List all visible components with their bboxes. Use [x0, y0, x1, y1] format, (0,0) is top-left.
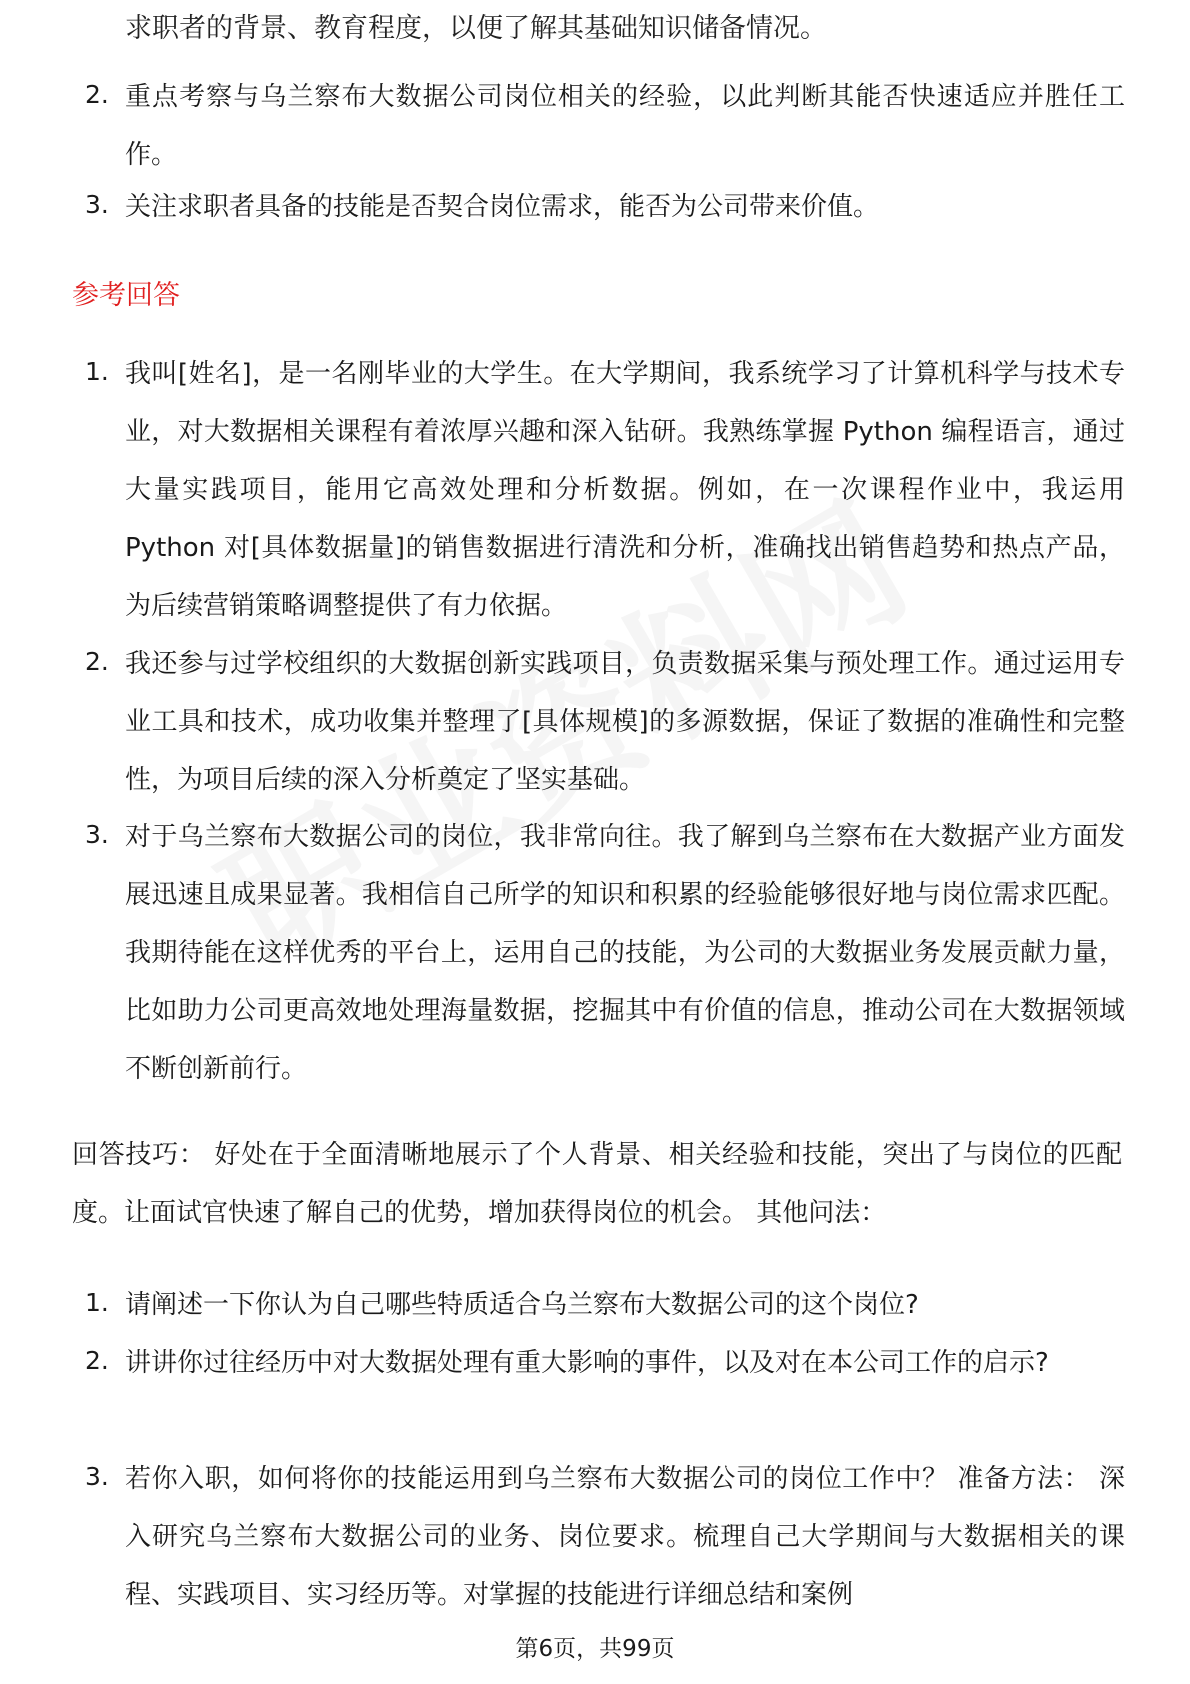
page-footer: 第6页，共99页 — [515, 1636, 675, 1662]
list-number: 1. — [85, 1288, 109, 1317]
list-number: 2. — [85, 80, 109, 109]
list-text: 请阐述一下你认为自己哪些特质适合乌兰察布大数据公司的这个岗位? — [125, 1290, 919, 1320]
list-number: 2. — [85, 1346, 109, 1375]
list-text: 重点考察与乌兰察布大数据公司岗位相关的经验，以此判断其能否快速适应并胜任工作。 — [125, 82, 1125, 170]
list-number: 2. — [85, 647, 109, 676]
list-number: 3. — [85, 190, 109, 219]
list-text: 对于乌兰察布大数据公司的岗位，我非常向往。我了解到乌兰察布在大数据产业方面发展迅速且成果显著。我相信自己所学的知识和积累的经验能够很好地与岗位需求匹配。我期待能在这样优秀的平台上，运用自己的技能，为公司的大数据业务发展贡献力量，比如助力公司更高效地处理海量数据，挖掘其中有价值的信息，推动公司在大数据领域不断创新前行。 — [125, 822, 1125, 1084]
list-text: 关注求职者具备的技能是否契合岗位需求，能否为公司带来价值。 — [125, 192, 880, 222]
list-number: 3. — [85, 820, 109, 849]
list-text: 若你入职，如何将你的技能运用到乌兰察布大数据公司的岗位工作中？ 准备方法： 深入研究乌兰察布大数据公司的业务、岗位要求。梳理自己大学期间与大数据相关的课程、实践项目、实习经历等。对掌握的技能进行详细总结和案例 — [125, 1464, 1125, 1610]
list-text: 我还参与过学校组织的大数据创新实践项目，负责数据采集与预处理工作。通过运用专业工具和技术，成功收集并整理了[具体规模]的多源数据，保证了数据的准确性和完整性，为项目后续的深入分析奠定了坚实基础。 — [125, 649, 1125, 795]
tips-paragraph: 回答技巧： 好处在于全面清晰地展示了个人背景、相关经验和技能，突出了与岗位的匹配度。让面试官快速了解自己的优势，增加获得岗位的机会。 其他问法： — [72, 1140, 1122, 1228]
list-number: 3. — [85, 1462, 109, 1491]
list-text: 我叫[姓名]，是一名刚毕业的大学生。在大学期间，我系统学习了计算机科学与技术专业，对大数据相关课程有着浓厚兴趣和深入钻研。我熟练掌握 Python 编程语言，通过大量实践项目，能用它高效处理和分析数据。例如，在一次课程作业中，我运用 Python 对[具体数据量]的销售数据进行清洗和分析，准确找出销售趋势和热点产品，为后续营销策略调整提供了有力依据。 — [125, 359, 1125, 621]
cut-off-text-line: 求职者的背景、教育程度，以便了解其基础知识储备情况。 — [125, 13, 827, 44]
list-text: 讲讲你过往经历中对大数据处理有重大影响的事件，以及对在本公司工作的启示? — [125, 1348, 1049, 1378]
list-number: 1. — [85, 357, 109, 386]
answer-heading: 参考回答 — [72, 280, 180, 311]
